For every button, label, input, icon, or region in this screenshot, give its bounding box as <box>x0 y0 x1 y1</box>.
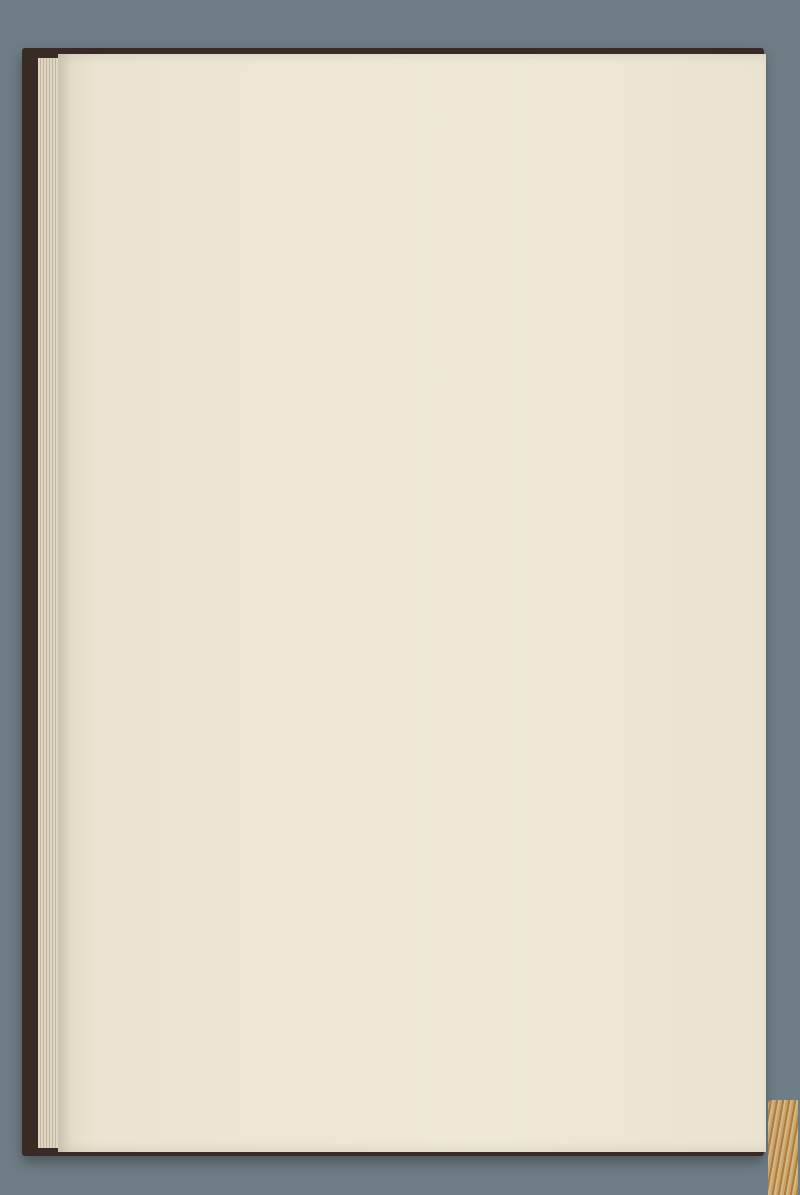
bookmark-ribbon <box>768 1100 798 1195</box>
upper-text-section <box>130 190 750 610</box>
page-edges <box>38 58 60 1148</box>
lower-text-section <box>130 635 750 1050</box>
